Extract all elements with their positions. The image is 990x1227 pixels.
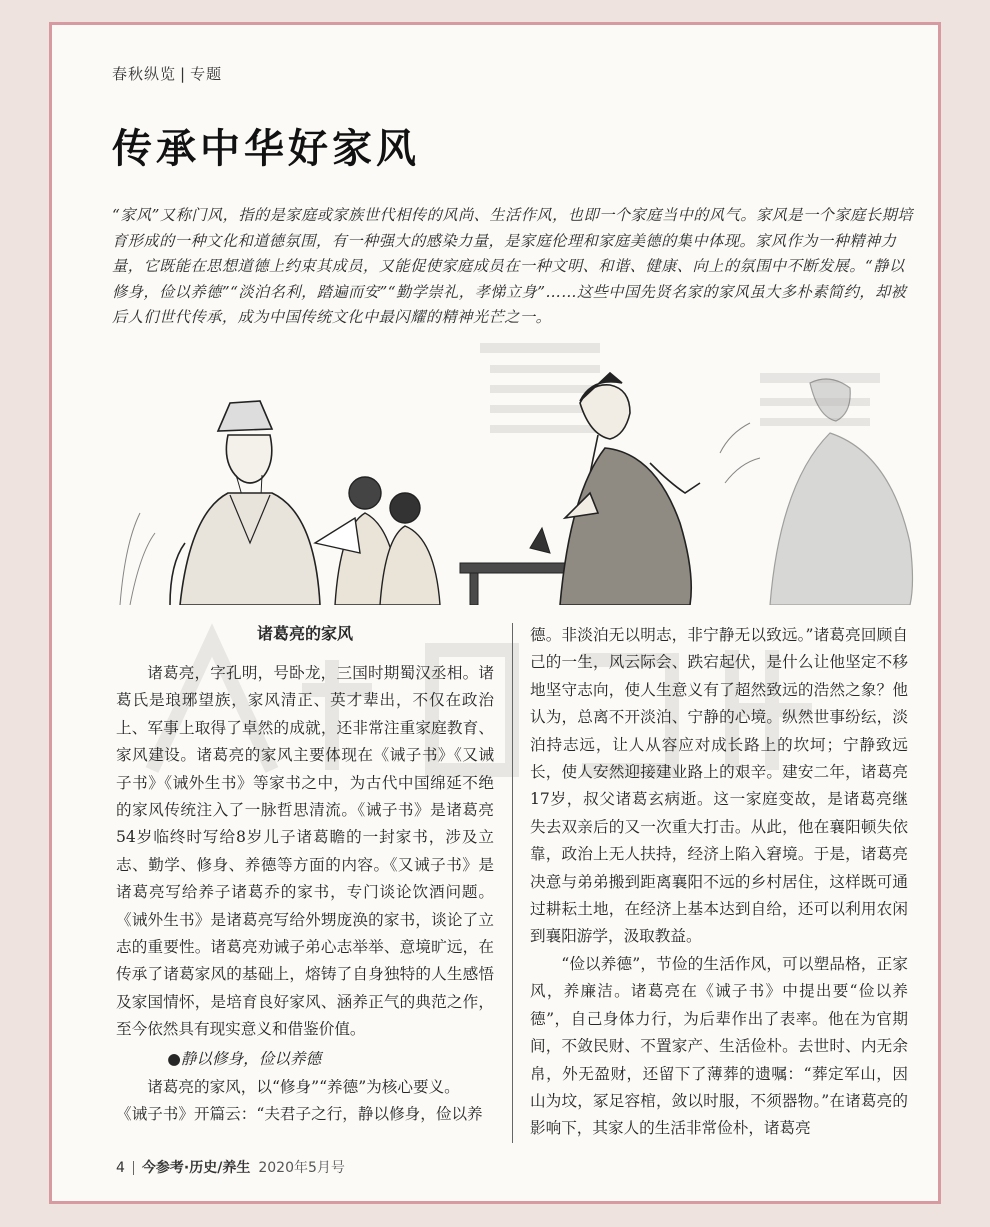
footer-divider — [133, 1161, 134, 1175]
article-heading: 诸葛亮的家风 — [256, 624, 353, 643]
page-header — [112, 63, 222, 84]
background-figure — [770, 379, 913, 605]
page-footer — [116, 1157, 345, 1177]
body-paragraph: 诸葛亮的家风，以“修身”“养德”为核心要义。 — [147, 1077, 460, 1096]
scholar-figure — [170, 401, 320, 605]
article-column-left — [116, 622, 494, 1129]
article-column-right — [530, 622, 908, 1143]
body-paragraph: 《诫子书》开篇云：“夫君子之行，静以修身，俭以养 — [116, 1105, 483, 1124]
section-name: 专题 — [190, 65, 223, 83]
elder-figure — [560, 373, 700, 605]
body-paragraph: “俭以养德”，节俭的生活作风，可以塑品格，正家风，养廉洁。诸葛亮在《诫子书》中提出要“俭以养德”，自己身体力行，为后辈作出了表率。他在为官期间，不敛民财、不置家产、生活俭朴。去世时、内无余帛，外无盈财，还留下了薄葬的遗嘱：“葬定军山，因山为坟，冢足容棺，敛以时服，不须器物。”在诸葛亮的影响下，其家人的生活非常俭朴，诸葛亮 — [530, 954, 908, 1138]
subheading: ●静以修身，俭以养德 — [167, 1049, 322, 1068]
body-paragraph: 德。非淡泊无以明志，非宁静无以致远。”诸葛亮回顾自己的一生，风云际会、跌宕起伏，是什么让他坚定不移地坚守志向，使人生意义有了超然致远的浩然之象？他认为，总离不开淡泊、宁静的心境。纵然世事纷纭，淡泊持志远，让人从容应对成长路上的坎坷；宁静致远长，使人安然迎接建业路上的艰辛。建安二年，诸葛亮17岁，叔父诸葛玄病逝。这一家庭变故，是诸葛亮继失去双亲后的又一次重大打击。从此，他在襄阳顿失依靠，政治上无人扶持，经济上陷入窘境。于是，诸葛亮决意与弟弟搬到距离襄阳不远的乡村居住，这样既可通过耕耘土地，在经济上基本达到自给，还可以利用农闲到襄阳游学，汲取教益。 — [530, 626, 908, 946]
intro-paragraph: “家风”又称门风，指的是家庭或家族世代相传的风尚、生活作风，也即一个家庭当中的风气。家风是一个家庭长期培育形成的一种文化和道德氛围，有一种强大的感染力量，是家庭伦理和家庭美德的集中体现。家风作为一种精神力量，它既能在思想道德上约束其成员，又能促使家庭成员在一种文明、和谐、健康、向上的氛围中不断发展。“静以修身，俭以养德”“淡泊名利，踏遍而安”“勤学崇礼，孝悌立身”……这些中国先贤名家的家风虽大多朴素简约，却被后人们世代传承，成为中国传统文化中最闪耀的精神光芒之一。 — [112, 206, 913, 326]
ink-illustration — [110, 343, 940, 605]
issue-date: 2020年5月号 — [258, 1160, 345, 1176]
publication-name: 今参考·历史/养生 — [141, 1160, 251, 1176]
body-paragraph: 诸葛亮，字孔明，号卧龙，三国时期蜀汉丞相。诸葛氏是琅琊望族，家风清正、英才辈出，不仅在政治上、军事上取得了卓然的成就，还非常注重家庭教育、家风建设。诸葛亮的家风主要体现在《诫子书》《又诫子书》《诫外生书》等家书之中，为古代中国绵延不绝的家风传统注入了一脉哲思清流。《诫子书》是诸葛亮54岁临终时写给8岁儿子诸葛瞻的一封家书，涉及立志、勤学、修身、养德等方面的内容。《又诫子书》是诸葛亮写给养子诸葛乔的家书，专门谈论饮酒问题。《诫外生书》是诸葛亮写给外甥庞涣的家书，谈论了立志的重要性。诸葛亮劝诫子弟心志举举、意境旷远，在传承了诸葛家风的基础上，熔铸了自身独特的人生感悟及家国情怀，是培育良好家风、涵养正气的典范之作，至今依然具有现实意义和借鉴价值。 — [116, 664, 494, 1039]
children-figures — [315, 477, 440, 605]
header-separator: | — [180, 65, 187, 83]
page-title: 传承中华好家风 — [112, 126, 420, 172]
magazine-page — [49, 22, 941, 1204]
column-divider — [512, 623, 513, 1143]
column-name: 春秋纵览 — [112, 65, 177, 83]
page-number: 4 — [116, 1160, 125, 1176]
